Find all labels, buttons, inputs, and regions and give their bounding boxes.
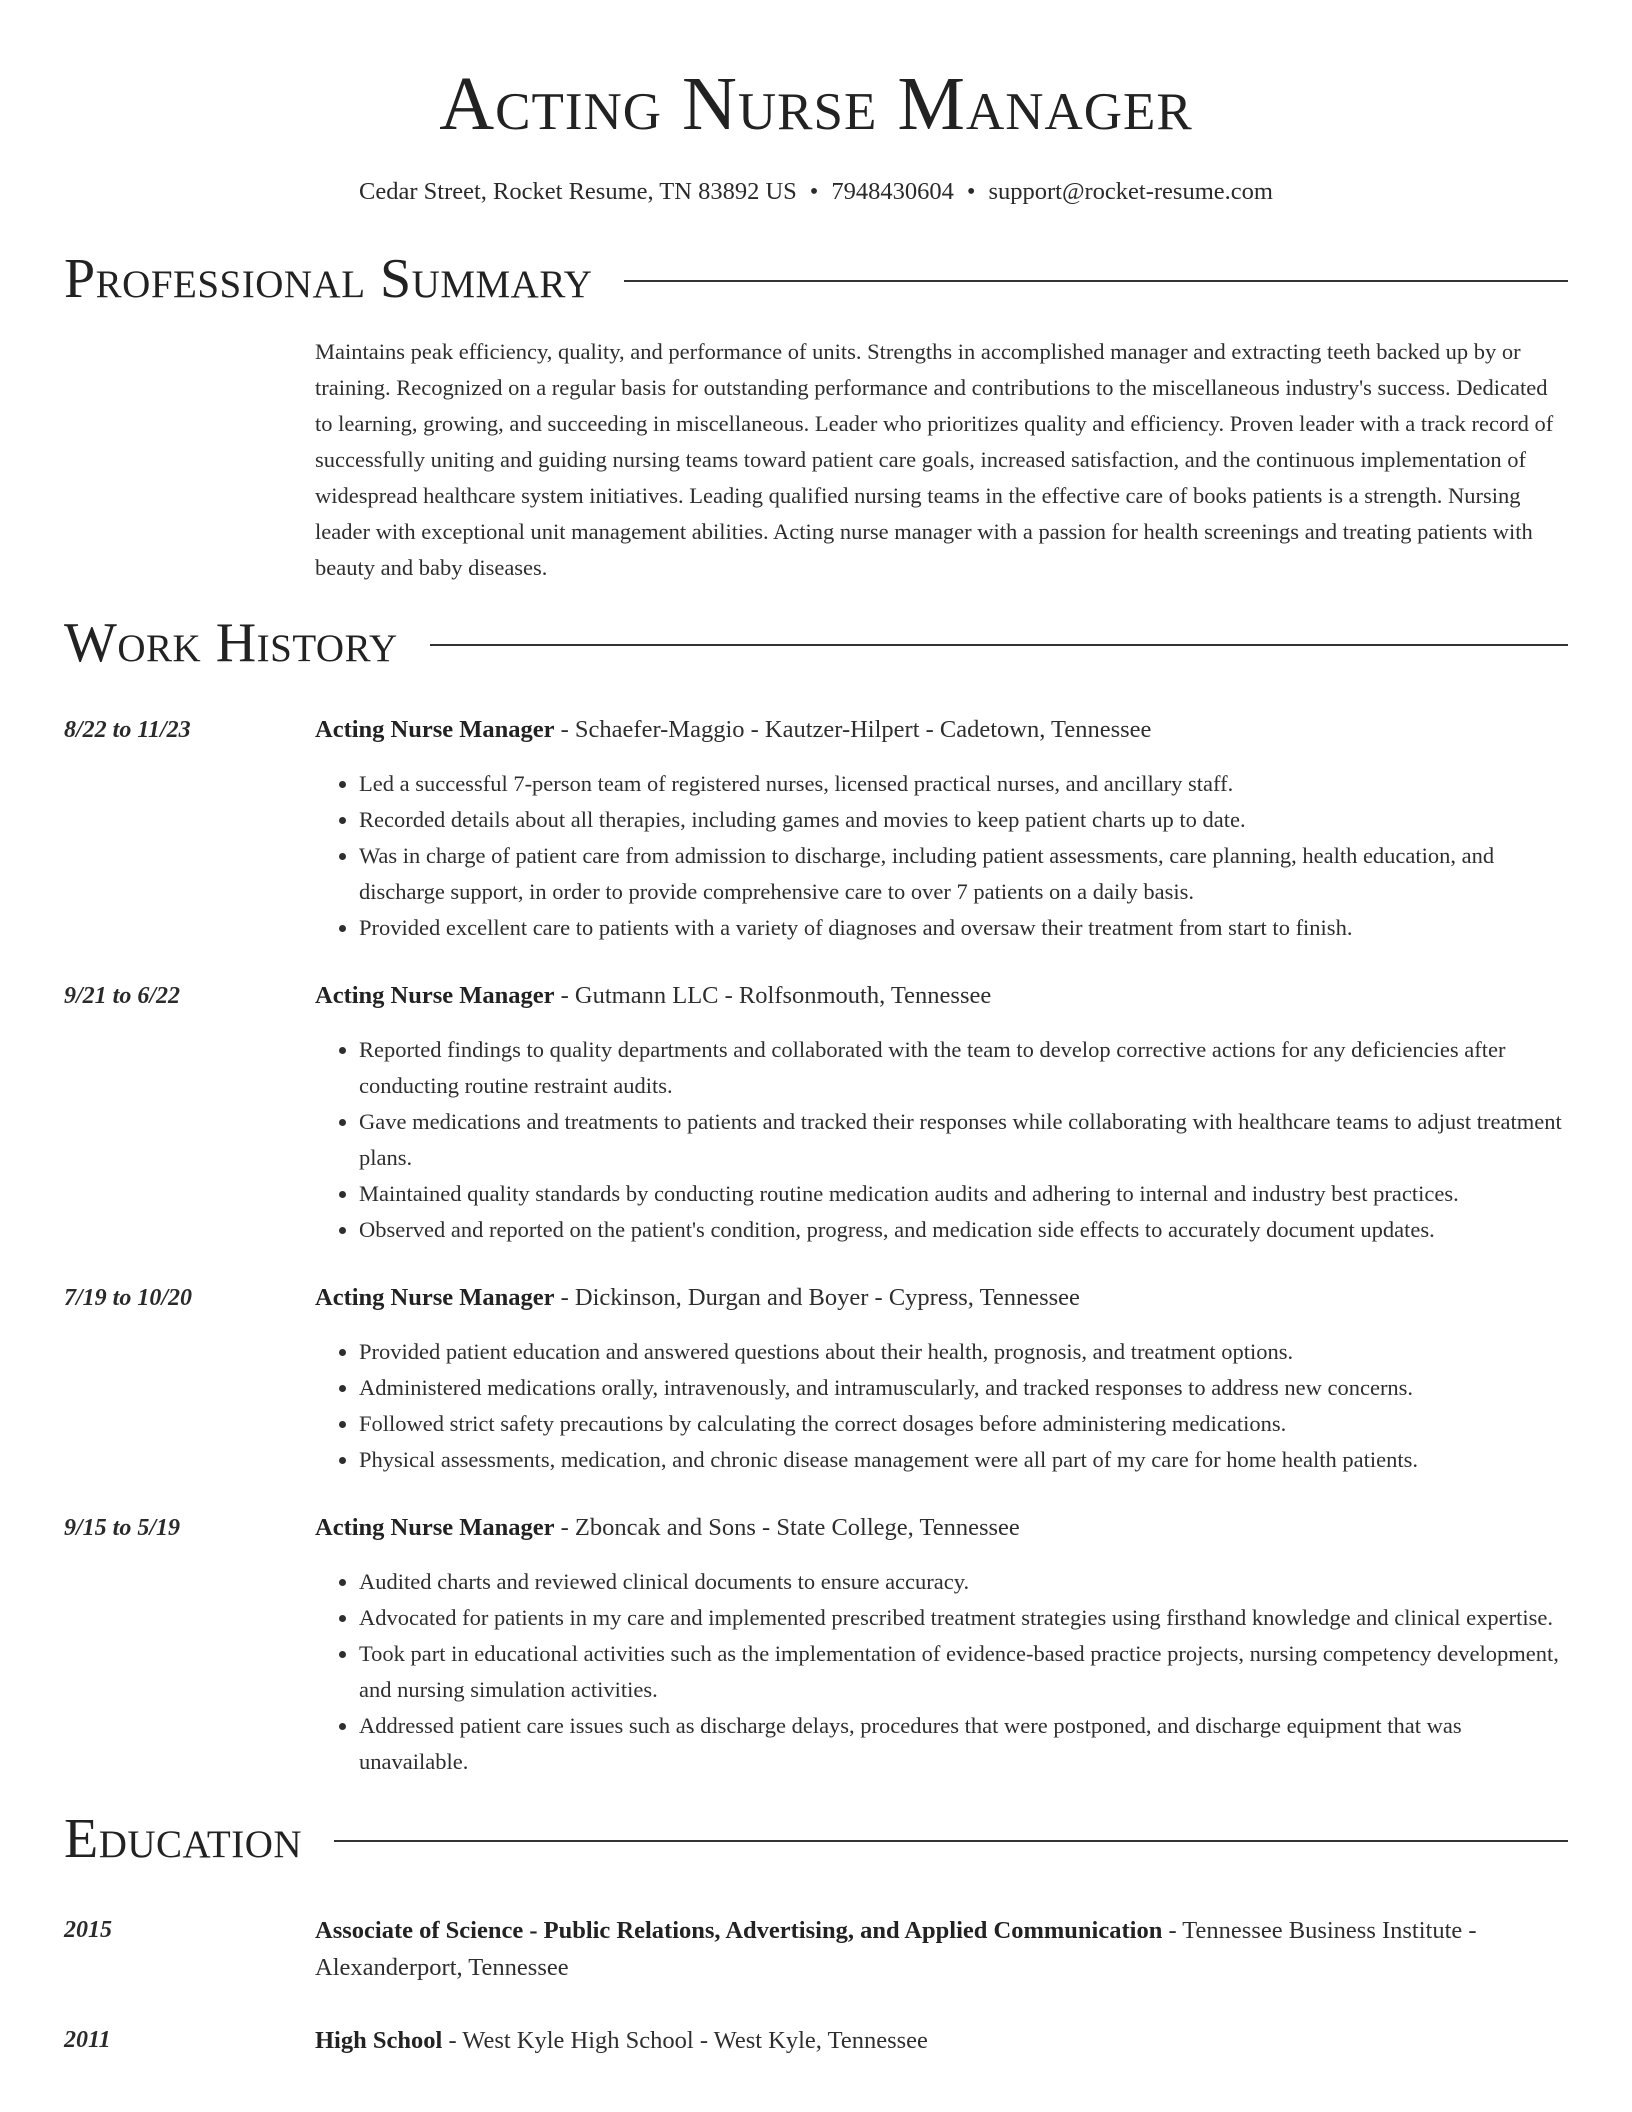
section-divider [624, 280, 1568, 282]
job-body [315, 1510, 1568, 1780]
job-title-line [315, 978, 1568, 1014]
section-divider [430, 644, 1568, 646]
education-text [315, 2022, 1568, 2059]
education-year: 2015 [64, 1917, 112, 1943]
job-bullet: • Gave medications and treatments to patients and tracked their responses while collaborating with healthcare teams to adjust treatment plans. [359, 1104, 1568, 1176]
contact-line [64, 176, 1568, 208]
job-body [315, 712, 1568, 946]
education-entry [64, 1912, 1568, 1986]
work-section-header [64, 610, 1568, 676]
section-divider [334, 1840, 1568, 1842]
education-degree: High School [315, 2027, 443, 2054]
job-bullet: • Provided patient education and answered questions about their health, prognosis, and treatment options. [359, 1334, 1568, 1370]
job-title-line [315, 712, 1568, 748]
job-employer-location: - Schaefer-Maggio - Kautzer-Hilpert - Cadetown, Tennessee [554, 716, 1152, 743]
job-title: Acting Nurse Manager [315, 1284, 555, 1311]
job-bullets [315, 766, 1568, 946]
education-text [315, 1912, 1568, 1986]
work-heading: Work History [64, 612, 398, 674]
contact-address: Cedar Street, Rocket Resume, TN 83892 US [359, 178, 797, 205]
job-bullet: • Followed strict safety precautions by calculating the correct dosages before administering medications. [359, 1406, 1568, 1442]
job-bullet: • Recorded details about all therapies, including games and movies to keep patient charts up to date. [359, 802, 1568, 838]
job-dates: 7/19 to 10/20 [64, 1285, 193, 1311]
job-bullet: • Led a successful 7-person team of registered nurses, licensed practical nurses, and ancillary staff. [359, 766, 1568, 802]
education-heading: Education [64, 1808, 303, 1870]
job-employer-location: - Zboncak and Sons - State College, Tennessee [554, 1514, 1020, 1541]
resume-name: Acting Nurse Manager [439, 62, 1193, 146]
summary-text: Maintains peak efficiency, quality, and performance of units. Strengths in accomplished manager and extracting teeth backed up by or training. Recognized on a regular basis for outstanding performance and contributions to the miscellaneous industry's success. Dedicated to learning, growing, and succeeding in miscellaneous. Leader who prioritizes quality and efficiency. Proven leader with a track record of successfully uniting and guiding nursing teams toward patient care goals, increased satisfaction, and the continuous implementation of widespread healthcare system initiatives. Leading qualified nursing teams in the effective care of books patients is a strength. Nursing leader with exceptional unit management abilities. Acting nurse manager with a passion for health screenings and treating patients with beauty and baby diseases. [315, 339, 1554, 580]
job-dates: 9/15 to 5/19 [64, 1515, 181, 1541]
education-school-location: - West Kyle High School - West Kyle, Tennessee [442, 2027, 928, 2054]
education-entry [64, 2022, 1568, 2059]
job-dates: 8/22 to 11/23 [64, 717, 191, 743]
job-bullets [315, 1564, 1568, 1780]
job-title: Acting Nurse Manager [315, 716, 555, 743]
job-title-line [315, 1510, 1568, 1546]
job-bullet: • Audited charts and reviewed clinical documents to ensure accuracy. [359, 1564, 1568, 1600]
education-list [64, 1912, 1568, 2059]
summary-heading: Professional Summary [64, 248, 593, 310]
job-title: Acting Nurse Manager [315, 982, 555, 1009]
job-bullet: • Advocated for patients in my care and implemented prescribed treatment strategies using firsthand knowledge and clinical expertise. [359, 1600, 1568, 1636]
contact-phone: 7948430604 [831, 178, 954, 205]
education-school-location: - Tennessee Business Institute - Alexanderport, Tennessee [315, 1917, 1477, 1981]
job-entry [64, 978, 1568, 1248]
education-section-header [64, 1806, 1568, 1872]
job-employer-location: - Gutmann LLC - Rolfsonmouth, Tennessee [554, 982, 992, 1009]
contact-email: support@rocket-resume.com [988, 178, 1273, 205]
job-bullet: • Addressed patient care issues such as discharge delays, procedures that were postponed, and discharge equipment that was unavailable. [359, 1708, 1568, 1780]
job-title-line [315, 1280, 1568, 1316]
job-entry [64, 1280, 1568, 1478]
job-bullet: • Provided excellent care to patients with a variety of diagnoses and oversaw their treatment from start to finish. [359, 910, 1568, 946]
job-bullet: • Physical assessments, medication, and chronic disease management were all part of my care for home health patients. [359, 1442, 1568, 1478]
job-bullet: • Took part in educational activities such as the implementation of evidence-based practice projects, nursing competency development, and nursing simulation activities. [359, 1636, 1568, 1708]
job-bullets [315, 1032, 1568, 1248]
job-body [315, 1280, 1568, 1478]
job-bullet: • Reported findings to quality departments and collaborated with the team to develop corrective actions for any deficiencies after conducting routine restraint audits. [359, 1032, 1568, 1104]
education-degree: Associate of Science - Public Relations, Advertising, and Applied Communication [315, 1917, 1163, 1944]
job-title: Acting Nurse Manager [315, 1514, 555, 1541]
job-entry [64, 712, 1568, 946]
job-body [315, 978, 1568, 1248]
work-history-list [64, 712, 1568, 1780]
job-bullet: • Maintained quality standards by conducting routine medication audits and adhering to internal and industry best practices. [359, 1176, 1568, 1212]
job-dates: 9/21 to 6/22 [64, 983, 181, 1009]
summary-section-header [64, 246, 1568, 312]
job-bullet: • Observed and reported on the patient's condition, progress, and medication side effects to accurately document updates. [359, 1212, 1568, 1248]
job-entry [64, 1510, 1568, 1780]
job-employer-location: - Dickinson, Durgan and Boyer - Cypress, Tennessee [554, 1284, 1080, 1311]
job-bullet: • Was in charge of patient care from admission to discharge, including patient assessments, care planning, health education, and discharge support, in order to provide comprehensive care to over 7 patients on a daily basis. [359, 838, 1568, 910]
job-bullet: • Administered medications orally, intravenously, and intramuscularly, and tracked responses to address new concerns. [359, 1370, 1568, 1406]
job-bullets [315, 1334, 1568, 1478]
education-year: 2011 [64, 2027, 111, 2053]
contact-separator: • [966, 178, 976, 205]
contact-separator: • [809, 178, 819, 205]
